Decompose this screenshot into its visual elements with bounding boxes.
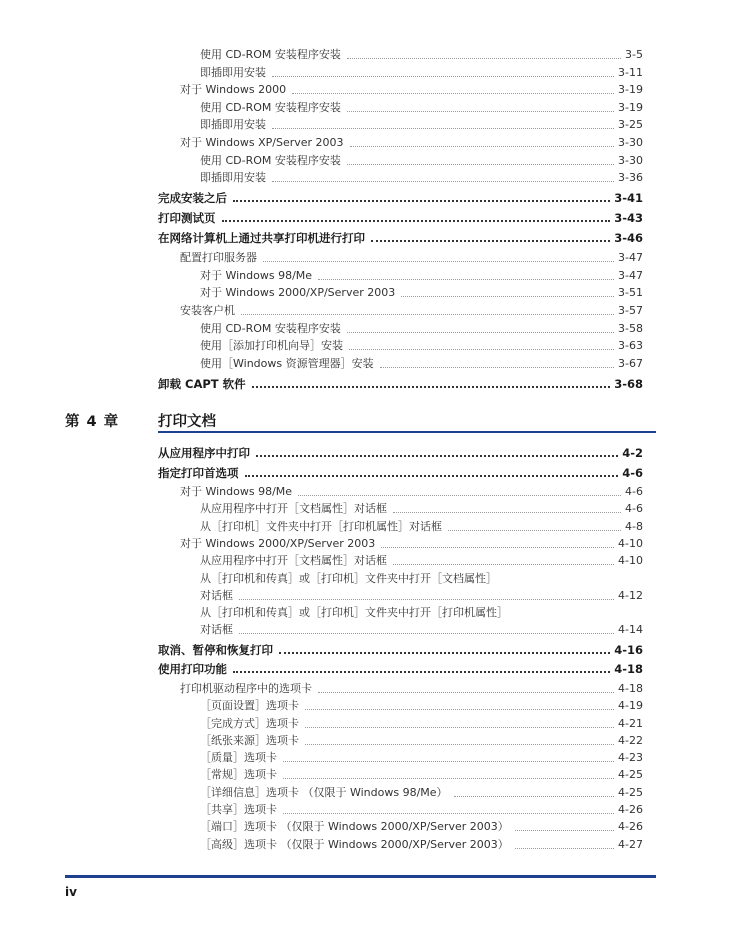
toc-entry[interactable] bbox=[180, 134, 643, 150]
footer-page-number: iv bbox=[65, 885, 77, 899]
toc-entry[interactable] bbox=[200, 570, 643, 586]
toc-entry-label: 对于 Windows 2000 bbox=[180, 83, 292, 97]
toc-entry[interactable] bbox=[180, 535, 643, 551]
toc-entry-label: 即插即用安装 bbox=[200, 118, 272, 132]
toc-entry-page: 3-47 bbox=[618, 268, 643, 282]
toc-entry-page: 4-27 bbox=[618, 837, 643, 851]
toc-leader-dots bbox=[298, 495, 621, 496]
toc-entry-page: 4-26 bbox=[618, 820, 643, 834]
toc-leader-dots bbox=[272, 128, 614, 129]
toc-entry-page: 4-6 bbox=[625, 502, 643, 516]
toc-entry-page: 3-46 bbox=[614, 231, 643, 246]
toc-entry-page: 4-19 bbox=[618, 699, 643, 713]
toc-leader-dots bbox=[318, 279, 614, 280]
toc-entry[interactable] bbox=[158, 641, 643, 657]
toc-entry[interactable] bbox=[180, 680, 643, 696]
toc-entry-page: 3-25 bbox=[618, 118, 643, 132]
toc-leader-dots bbox=[233, 200, 610, 202]
toc-entry-page: 3-43 bbox=[614, 211, 643, 226]
toc-entry[interactable] bbox=[158, 660, 643, 676]
toc-entry-label: 打印机驱动程序中的选项卡 bbox=[180, 682, 318, 696]
toc-entry-page: 3-68 bbox=[614, 376, 643, 391]
toc-entry[interactable] bbox=[200, 749, 643, 765]
chapter-heading bbox=[0, 404, 735, 434]
footer-rule bbox=[65, 875, 656, 878]
toc-entry-label: 即插即用安装 bbox=[200, 171, 272, 185]
toc-entry-label: 从应用程序中打开［文档属性］对话框 bbox=[200, 502, 393, 516]
toc-entry-label: 对于 Windows 2000/XP/Server 2003 bbox=[180, 537, 381, 551]
toc-leader-dots bbox=[318, 692, 614, 693]
toc-entry[interactable] bbox=[158, 444, 643, 460]
toc-entry-label: 完成安装之后 bbox=[158, 191, 233, 205]
toc-entry-page: 3-41 bbox=[614, 191, 643, 206]
toc-entry-page: 4-26 bbox=[618, 803, 643, 816]
toc-leader-dots bbox=[401, 296, 614, 297]
toc-entry-page: 4-14 bbox=[618, 623, 643, 637]
toc-entry-label: 配置打印服务器 bbox=[180, 251, 263, 265]
toc-leader-dots bbox=[454, 796, 614, 797]
chapter-rule bbox=[158, 431, 656, 433]
toc-entry-label: 使用 CD-ROM 安装程序安装 bbox=[200, 322, 347, 336]
toc-entry-label: 指定打印首选项 bbox=[158, 466, 245, 480]
toc-entry-label: ［高级］选项卡 （仅限于 Windows 2000/XP/Server 2003） bbox=[200, 838, 515, 852]
toc-leader-dots bbox=[272, 76, 614, 77]
toc-leader-dots bbox=[241, 314, 614, 315]
toc-entry[interactable] bbox=[180, 302, 643, 318]
toc-leader-dots bbox=[292, 93, 614, 94]
toc-entry-label: ［详细信息］选项卡 （仅限于 Windows 98/Me） bbox=[200, 786, 454, 800]
toc-entry[interactable] bbox=[158, 375, 643, 391]
toc-leader-dots bbox=[245, 475, 619, 477]
toc-entry-label: 使用 CD-ROM 安装程序安装 bbox=[200, 48, 347, 62]
toc-entry-label: 使用 CD-ROM 安装程序安装 bbox=[200, 101, 347, 115]
toc-entry-page: 4-22 bbox=[618, 733, 643, 747]
toc-entry[interactable] bbox=[200, 604, 643, 620]
toc-entry-page: 3-47 bbox=[618, 251, 643, 265]
toc-entry-label: 对于 Windows XP/Server 2003 bbox=[180, 136, 350, 150]
toc-entry-page: 4-10 bbox=[618, 536, 643, 550]
toc-entry-label: ［页面设置］选项卡 bbox=[200, 699, 305, 713]
toc-entry-page: 3-57 bbox=[618, 304, 643, 317]
toc-entry-page: 4-18 bbox=[614, 662, 643, 677]
toc-entry[interactable] bbox=[200, 715, 643, 731]
toc-entry[interactable] bbox=[200, 99, 643, 115]
toc-entry[interactable] bbox=[200, 784, 643, 800]
toc-leader-dots bbox=[263, 261, 614, 262]
chapter-number: 第 4 章 bbox=[65, 414, 120, 430]
toc-leader-dots bbox=[381, 547, 614, 548]
toc-entry[interactable] bbox=[200, 46, 643, 62]
toc-entry-page: 4-6 bbox=[625, 485, 643, 498]
toc-entry-label: 对话框 bbox=[200, 623, 239, 637]
toc-leader-dots bbox=[233, 671, 610, 673]
toc-entry-page: 3-58 bbox=[618, 321, 643, 335]
toc-leader-dots bbox=[349, 349, 614, 350]
toc-leader-dots bbox=[305, 727, 614, 728]
toc-entry[interactable] bbox=[180, 483, 643, 499]
toc-entry-label: 取消、暂停和恢复打印 bbox=[158, 643, 279, 657]
toc-entry-label: 从应用程序中打印 bbox=[158, 446, 256, 460]
toc-entry-page: 4-12 bbox=[618, 588, 643, 602]
toc-entry-page: 3-19 bbox=[618, 83, 643, 97]
toc-entry-page: 4-2 bbox=[622, 446, 643, 460]
toc-leader-dots bbox=[347, 111, 614, 112]
toc-entry-page: 4-6 bbox=[622, 465, 643, 480]
toc-entry-page: 4-8 bbox=[625, 519, 643, 533]
toc-entry[interactable] bbox=[180, 81, 643, 97]
toc-entry-label: 即插即用安装 bbox=[200, 66, 272, 80]
toc-entry[interactable] bbox=[200, 267, 643, 283]
toc-entry-label: 使用［Windows 资源管理器］安装 bbox=[200, 357, 380, 371]
toc-entry[interactable] bbox=[200, 836, 643, 852]
toc-entry-page: 3-67 bbox=[618, 356, 643, 370]
toc-entry[interactable] bbox=[158, 209, 643, 225]
toc-leader-dots bbox=[347, 164, 614, 165]
toc-entry-page: 3-36 bbox=[618, 171, 643, 185]
toc-entry-label: 使用［添加打印机向导］安装 bbox=[200, 339, 349, 353]
toc-entry-page: 4-21 bbox=[618, 716, 643, 730]
toc-leader-dots bbox=[283, 813, 614, 814]
toc-entry-label: 对话框 bbox=[200, 589, 239, 603]
toc-entry-page: 4-25 bbox=[618, 785, 643, 799]
toc-entry-label: 卸载 CAPT 软件 bbox=[158, 377, 252, 391]
toc-entry[interactable] bbox=[200, 500, 643, 516]
toc-entry-label: 使用 CD-ROM 安装程序安装 bbox=[200, 154, 347, 168]
toc-entry-label: 使用打印功能 bbox=[158, 662, 233, 676]
toc-entry-page: 4-23 bbox=[618, 751, 643, 765]
toc-leader-dots bbox=[393, 564, 614, 565]
toc-entry[interactable] bbox=[200, 697, 643, 713]
toc-entry[interactable] bbox=[158, 229, 643, 245]
toc-entry[interactable] bbox=[200, 169, 643, 185]
toc-entry-page: 4-10 bbox=[618, 554, 643, 568]
toc-entry-label: 打印测试页 bbox=[158, 211, 222, 225]
toc-entry[interactable] bbox=[200, 587, 643, 603]
toc-entry[interactable] bbox=[158, 464, 643, 480]
toc-leader-dots bbox=[283, 761, 614, 762]
toc-leader-dots bbox=[347, 58, 621, 59]
toc-entry-label: 对于 Windows 98/Me bbox=[180, 485, 298, 499]
toc-leader-dots bbox=[272, 181, 614, 182]
toc-leader-dots bbox=[256, 455, 618, 457]
toc-entry[interactable] bbox=[200, 818, 643, 834]
toc-entry[interactable] bbox=[200, 552, 643, 568]
toc-entry-label: 从［打印机和传真］或［打印机］文件夹中打开［文档属性］ bbox=[200, 572, 503, 586]
toc-entry-label: 在网络计算机上通过共享打印机进行打印 bbox=[158, 231, 371, 245]
toc-leader-dots bbox=[283, 778, 614, 779]
toc-entry[interactable] bbox=[200, 621, 643, 637]
toc-entry[interactable] bbox=[180, 249, 643, 265]
toc-entry[interactable] bbox=[200, 801, 643, 817]
toc-entry-label: 安装客户机 bbox=[180, 304, 241, 318]
toc-entry[interactable] bbox=[200, 355, 643, 371]
toc-leader-dots bbox=[347, 332, 614, 333]
toc-entry-page: 3-30 bbox=[618, 153, 643, 167]
toc-leader-dots bbox=[515, 848, 614, 849]
toc-entry[interactable] bbox=[200, 518, 643, 534]
toc-entry[interactable] bbox=[200, 116, 643, 132]
toc-entry-label: 从应用程序中打开［文档属性］对话框 bbox=[200, 554, 393, 568]
toc-leader-dots bbox=[239, 599, 614, 600]
toc-leader-dots bbox=[371, 240, 610, 242]
toc-entry-page: 3-63 bbox=[618, 339, 643, 353]
toc-entry-page: 3-5 bbox=[625, 48, 643, 61]
toc-leader-dots bbox=[305, 744, 614, 745]
toc-entry-page: 3-11 bbox=[618, 65, 643, 79]
toc-entry-label: ［完成方式］选项卡 bbox=[200, 717, 305, 731]
toc-entry-page: 4-18 bbox=[618, 681, 643, 695]
toc-leader-dots bbox=[252, 386, 611, 388]
toc-leader-dots bbox=[222, 220, 611, 222]
toc-entry-label: ［共享］选项卡 bbox=[200, 803, 283, 817]
toc-entry-label: 对于 Windows 2000/XP/Server 2003 bbox=[200, 286, 401, 300]
toc-entry[interactable] bbox=[158, 189, 643, 205]
toc-leader-dots bbox=[239, 633, 614, 634]
toc-entry-page: 4-16 bbox=[614, 642, 643, 657]
toc-entry-page: 3-19 bbox=[618, 100, 643, 114]
toc-entry-page: 4-25 bbox=[618, 768, 643, 782]
toc-entry-label: ［常规］选项卡 bbox=[200, 768, 283, 782]
toc-entry-label: 从［打印机］文件夹中打开［打印机属性］对话框 bbox=[200, 520, 448, 534]
toc-entry[interactable] bbox=[200, 64, 643, 80]
toc-entry-label: 对于 Windows 98/Me bbox=[200, 269, 318, 283]
toc-entry[interactable] bbox=[200, 152, 643, 168]
toc-entry[interactable] bbox=[200, 320, 643, 336]
toc-entry-label: ［端口］选项卡 （仅限于 Windows 2000/XP/Server 2003） bbox=[200, 820, 515, 834]
toc-leader-dots bbox=[393, 512, 621, 513]
toc-entry-label: 从［打印机和传真］或［打印机］文件夹中打开［打印机属性］ bbox=[200, 606, 514, 620]
toc-entry-page: 3-51 bbox=[618, 286, 643, 300]
toc-entry[interactable] bbox=[200, 732, 643, 748]
chapter-title: 打印文档 bbox=[158, 414, 216, 430]
toc-entry-page: 3-30 bbox=[618, 136, 643, 149]
toc-entry-label: ［纸张来源］选项卡 bbox=[200, 734, 305, 748]
toc-entry-label: ［质量］选项卡 bbox=[200, 751, 283, 765]
toc-leader-dots bbox=[448, 530, 621, 531]
toc-leader-dots bbox=[350, 146, 614, 147]
toc-entry[interactable] bbox=[200, 337, 643, 353]
toc-leader-dots bbox=[305, 709, 614, 710]
toc-entry[interactable] bbox=[200, 766, 643, 782]
toc-leader-dots bbox=[380, 367, 614, 368]
toc-leader-dots bbox=[515, 830, 614, 831]
toc-leader-dots bbox=[279, 652, 610, 654]
toc-entry[interactable] bbox=[200, 284, 643, 300]
